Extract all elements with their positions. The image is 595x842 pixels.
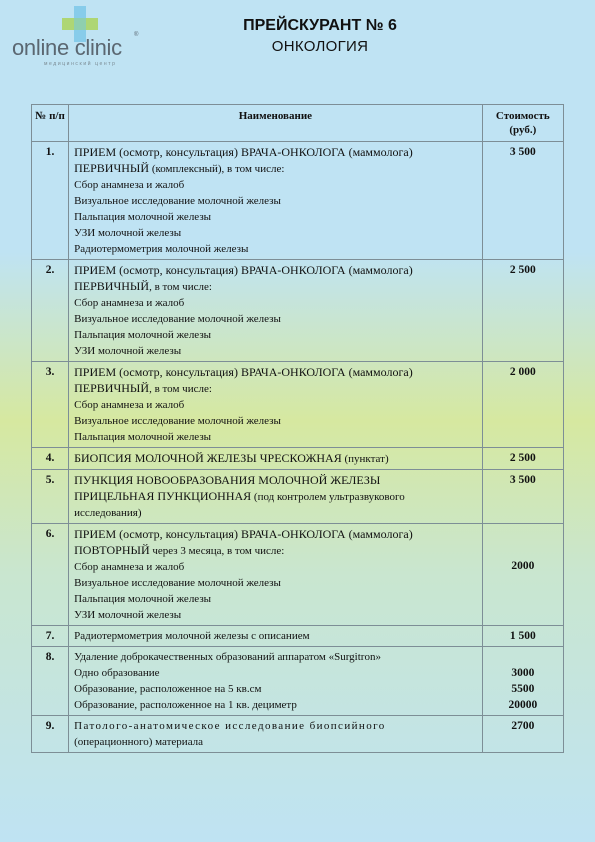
row-title-cont bbox=[74, 542, 477, 559]
row-title-suffix: (пунктат) bbox=[341, 453, 389, 465]
list-item: Сбор анамнеза и жалоб bbox=[74, 561, 185, 573]
row-number: 6. bbox=[32, 524, 69, 626]
list-item: УЗИ молочной железы bbox=[74, 609, 182, 621]
table-row bbox=[32, 626, 564, 647]
row-name bbox=[69, 142, 483, 260]
row-title: ПРИЕМ (осмотр, консультация) ВРАЧА-ОНКОЛОГА (маммолога) bbox=[74, 527, 413, 541]
row-price: 2 500 bbox=[482, 260, 563, 362]
list-item: Пальпация молочной железы bbox=[74, 329, 212, 341]
row-price: 2 500 bbox=[482, 448, 563, 470]
row-name bbox=[69, 448, 483, 470]
row-title-main: БИОПСИЯ МОЛОЧНОЙ ЖЕЛЕЗЫ ЧРЕСКОЖНАЯ bbox=[74, 451, 342, 465]
row-number: 9. bbox=[32, 716, 69, 753]
row-title: Радиотермометрия молочной железы с описанием bbox=[74, 630, 310, 642]
logo-registered-mark: ® bbox=[134, 32, 139, 38]
list-item: Пальпация молочной железы bbox=[74, 211, 212, 223]
table-header-row bbox=[32, 105, 564, 142]
row-title: ПУНКЦИЯ НОВООБРАЗОВАНИЯ МОЛОЧНОЙ ЖЕЛЕЗЫ bbox=[74, 473, 381, 487]
row-price: 3 500 bbox=[482, 142, 563, 260]
list-item: Сбор анамнеза и жалоб bbox=[74, 297, 185, 309]
list-item: Визуальное исследование молочной железы bbox=[74, 577, 281, 589]
row-title-cont bbox=[74, 160, 477, 177]
sub-item-label: Образование, расположенное на 1 кв. дециметр bbox=[74, 699, 297, 711]
page-title: ПРЕЙСКУРАНТ № 6 bbox=[243, 17, 397, 34]
list-item: Сбор анамнеза и жалоб bbox=[74, 179, 185, 191]
table-row bbox=[32, 716, 564, 753]
row-name bbox=[69, 626, 483, 647]
table-row bbox=[32, 470, 564, 524]
table-row bbox=[32, 524, 564, 626]
row-title-suffix: , в том числе: bbox=[149, 383, 212, 395]
row-title-suffix: через 3 месяца, в том числе: bbox=[149, 545, 285, 557]
row-number: 8. bbox=[32, 647, 69, 716]
table-row bbox=[32, 142, 564, 260]
price-table bbox=[31, 104, 564, 753]
row-name bbox=[69, 470, 483, 524]
table-row bbox=[32, 647, 564, 716]
row-price: 3 500 bbox=[482, 470, 563, 524]
row-number: 7. bbox=[32, 626, 69, 647]
row-title-cont bbox=[74, 278, 477, 295]
list-item: Пальпация молочной железы bbox=[74, 431, 212, 443]
header-price: Стоимость (руб.) bbox=[482, 105, 563, 142]
row-name bbox=[69, 647, 483, 716]
row-number: 4. bbox=[32, 448, 69, 470]
row-title-suffix: (под контролем ультразвукового bbox=[251, 491, 405, 503]
row-price bbox=[482, 524, 563, 626]
row-price: 2700 bbox=[482, 716, 563, 753]
list-item: Пальпация молочной железы bbox=[74, 593, 212, 605]
header-name: Наименование bbox=[69, 105, 483, 142]
row-number: 1. bbox=[32, 142, 69, 260]
row-title-suffix: , в том числе: bbox=[149, 281, 212, 293]
row-number: 5. bbox=[32, 470, 69, 524]
row-title-cont bbox=[74, 380, 477, 397]
table-row bbox=[32, 260, 564, 362]
row-price bbox=[482, 647, 563, 716]
row-title-cont-main: ПОВТОРНЫЙ bbox=[74, 543, 150, 557]
logo bbox=[12, 4, 142, 70]
row-title: Патолого-анатомическое исследование биопсийного bbox=[74, 720, 386, 732]
list-item: Визуальное исследование молочной железы bbox=[74, 415, 281, 427]
list-item: УЗИ молочной железы bbox=[74, 345, 182, 357]
row-title: ПРИЕМ (осмотр, консультация) ВРАЧА-ОНКОЛОГА (маммолога) bbox=[74, 365, 413, 379]
sub-item-price: 3000 bbox=[511, 667, 535, 679]
price-spacer bbox=[488, 649, 558, 665]
logo-text: online clinic bbox=[12, 35, 122, 60]
row-price-value: 2000 bbox=[511, 559, 535, 572]
row-name bbox=[69, 260, 483, 362]
row-title-extra: (операционного) материала bbox=[74, 736, 204, 748]
row-title-suffix: (комплексный), в том числе: bbox=[149, 163, 285, 175]
table-row bbox=[32, 362, 564, 448]
row-title-cont-main: ПЕРВИЧНЫЙ bbox=[74, 381, 150, 395]
row-price: 2 000 bbox=[482, 362, 563, 448]
row-title-cont-main: ПЕРВИЧНЫЙ bbox=[74, 161, 150, 175]
row-title: ПРИЕМ (осмотр, консультация) ВРАЧА-ОНКОЛОГА (маммолога) bbox=[74, 263, 413, 277]
row-number: 2. bbox=[32, 260, 69, 362]
list-item: Радиотермометрия молочной железы bbox=[74, 243, 249, 255]
row-name bbox=[69, 362, 483, 448]
page-subtitle: ОНКОЛОГИЯ bbox=[271, 38, 369, 55]
row-title-cont-main: ПЕРВИЧНЫЙ bbox=[74, 279, 150, 293]
row-name bbox=[69, 716, 483, 753]
list-item: Визуальное исследование молочной железы bbox=[74, 195, 281, 207]
list-item: Визуальное исследование молочной железы bbox=[74, 313, 281, 325]
sub-item-label: Образование, расположенное на 5 кв.см bbox=[74, 683, 262, 695]
row-title bbox=[74, 450, 477, 467]
header-num: № п/п bbox=[32, 105, 69, 142]
row-name bbox=[69, 524, 483, 626]
sub-item-price: 5500 bbox=[511, 683, 535, 695]
sub-item-price: 20000 bbox=[508, 699, 538, 711]
sub-item-label: Одно образование bbox=[74, 667, 160, 679]
row-title-cont bbox=[74, 488, 477, 505]
row-title-cont-main: ПРИЦЕЛЬНАЯ ПУНКЦИОННАЯ bbox=[74, 489, 252, 503]
row-price: 1 500 bbox=[482, 626, 563, 647]
list-item: УЗИ молочной железы bbox=[74, 227, 182, 239]
row-title: ПРИЕМ (осмотр, консультация) ВРАЧА-ОНКОЛОГА (маммолога) bbox=[74, 145, 413, 159]
logo-tagline: медицинский центр bbox=[44, 61, 117, 67]
row-title-extra: исследования) bbox=[74, 507, 142, 519]
table-row bbox=[32, 448, 564, 470]
row-title: Удаление доброкачественных образований аппаратом «Surgitron» bbox=[74, 651, 381, 663]
list-item: Сбор анамнеза и жалоб bbox=[74, 399, 185, 411]
row-number: 3. bbox=[32, 362, 69, 448]
